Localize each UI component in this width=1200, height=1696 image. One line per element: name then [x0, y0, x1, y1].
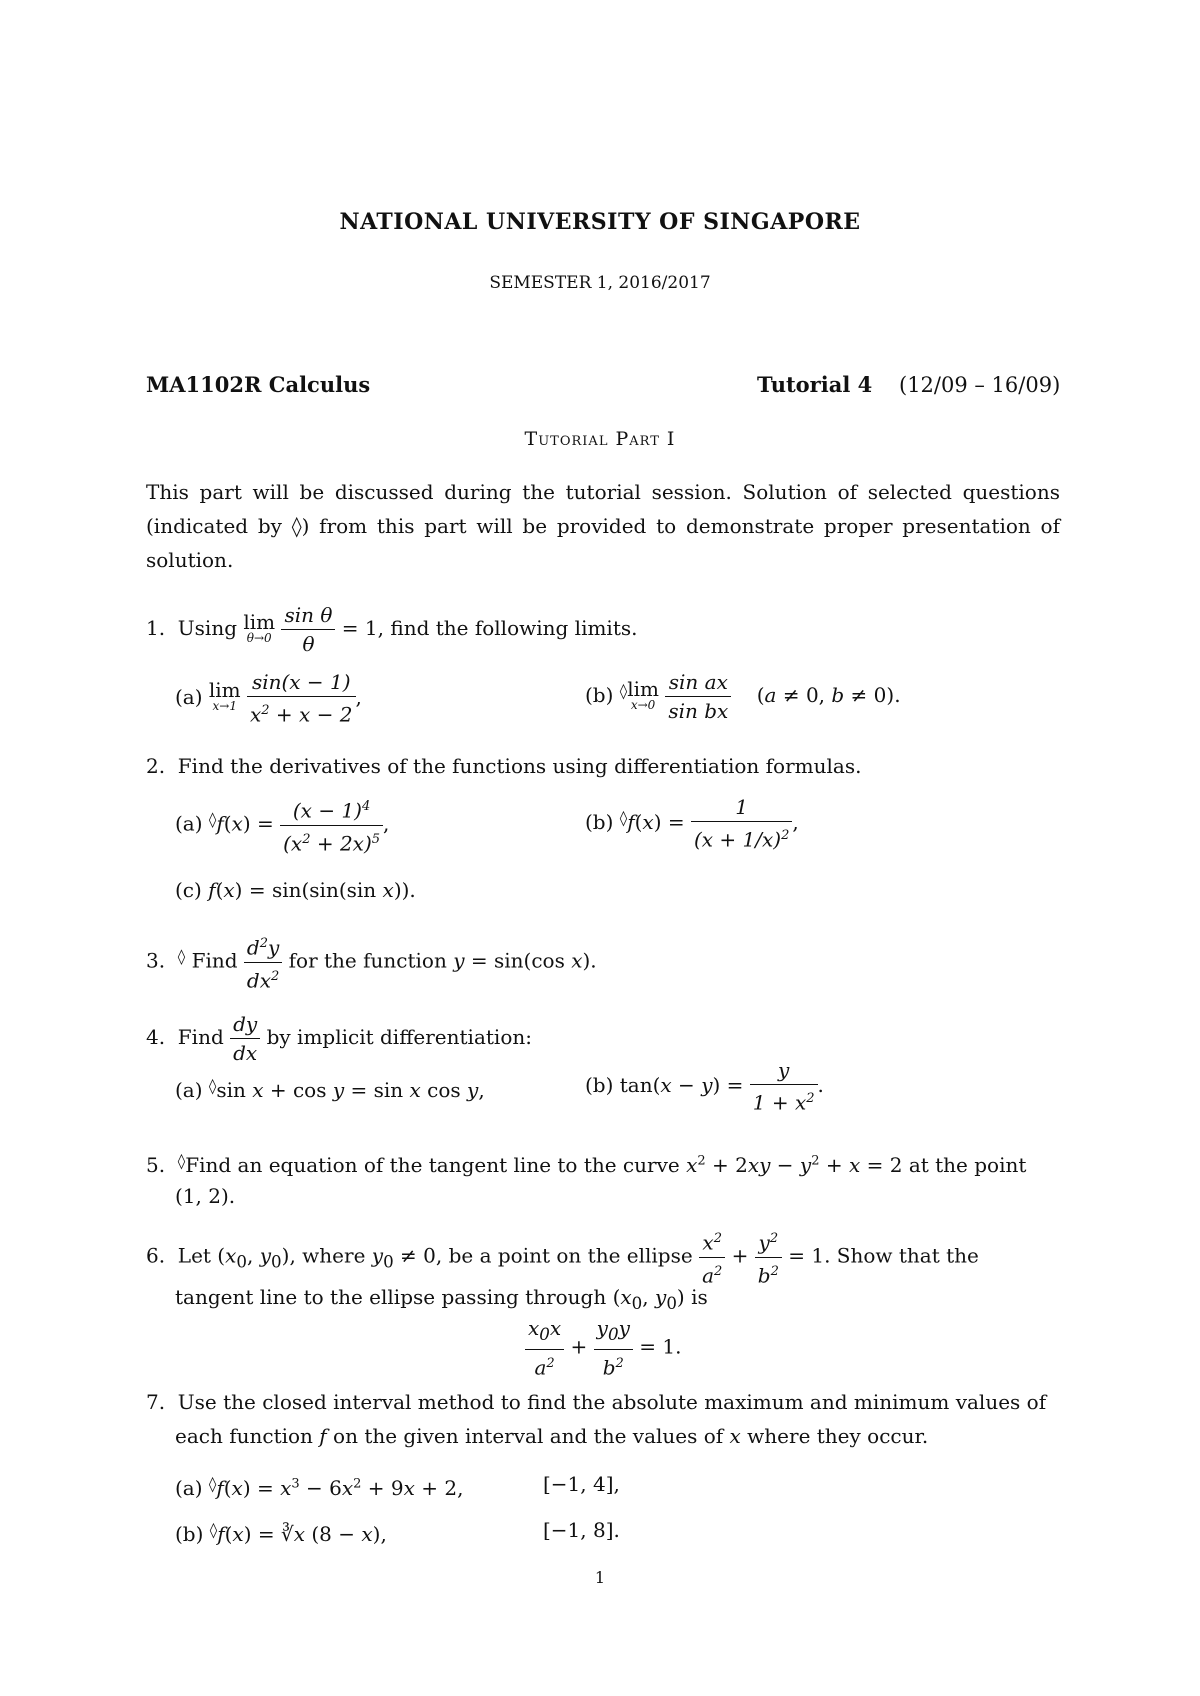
tutorial-label: Tutorial 4: [757, 372, 873, 397]
question-5-line2: (1, 2).: [175, 1184, 236, 1208]
question-7a-interval: [−1, 4],: [543, 1472, 620, 1496]
question-7-line1: 7. Use the closed interval method to find the absolute maximum and minimum values of: [146, 1390, 1047, 1414]
question-5-line1: 5. ◊Find an equation of the tangent line to the curve $x^2 + 2xy - y^2 + x = 2$ at the point: [146, 1152, 1027, 1177]
question-6-equation: $\frac{x_0x}{a^2}$ + $\frac{y_0y}{b^2}$ = 1.: [525, 1316, 681, 1380]
question-2c: (c) f(x) = sin(sin(sin x)).: [175, 878, 416, 902]
course-title: MA1102R Calculus: [146, 372, 371, 397]
intro-paragraph: This part will be discussed during the tutorial session. Solution of selected questions (indicated by ◊) from this part will be provided to demonstrate proper presentation of solution.: [146, 480, 1060, 572]
question-7-line2: each function f on the given interval and the values of x where they occur.: [175, 1424, 929, 1448]
question-2a: (a) ◊f(x) = $\frac{(x - 1)^4}{(x^2 + 2x)^5}$ ,: [175, 795, 389, 855]
question-2: 2. Find the derivatives of the functions using differentiation formulas.: [146, 754, 862, 778]
page-number: 1: [594, 1568, 606, 1587]
question-7a: (a) $^◊f(x) = x^3 - 6x^2 + 9x + 2$,: [175, 1475, 464, 1500]
question-1b: (b) ◊lim x→0 $\frac{\text{sin ax}}{\text{sin bx}}$ (a ≠ 0, b ≠ 0).: [585, 670, 901, 723]
question-4a: (a) ◊sin x + cos y = sin x cos y,: [175, 1077, 485, 1102]
part-title: Tutorial Part I: [524, 428, 676, 450]
question-4b: (b) tan(x − y) = $\frac{y}{1 + x^2}$ .: [585, 1058, 824, 1115]
question-2b: (b) ◊f(x) = $\frac{1}{(x + 1/x)^2}$ ,: [585, 795, 799, 852]
university-name: NATIONAL UNIVERSITY OF SINGAPORE: [339, 209, 861, 235]
question-7b: (b) ◊f(x) = ∛x (8 − x),: [175, 1521, 387, 1546]
semester-label: SEMESTER 1, 2016/2017: [489, 273, 711, 293]
question-7b-interval: [−1, 8].: [543, 1518, 620, 1542]
question-6-line1: 6. Let ($x_0$, $y_0$), where $y_0 \ne 0$, be a point on the ellipse $\frac{x^2}{a^2}$ + $\frac{y^2}{b^2}$ = 1. Show that the: [146, 1227, 979, 1287]
question-1: 1. Using lim θ→0 $\frac{\text{sin θ}}{\theta}$ = 1, find the following limits.: [146, 603, 638, 656]
tutorial-dates: (12/09 – 16/09): [899, 373, 1061, 397]
question-4: 4. Find $\frac{dy}{dx}$ by implicit differentiation:: [146, 1012, 532, 1065]
question-1a: (a) lim x→1 $\frac{\sin(x - 1)}{x^2 + x - 2}$ ,: [175, 670, 362, 727]
question-3: 3. ◊ Find $\frac{d^2y}{dx^2}$ for the function y = sin(cos x).: [146, 932, 597, 992]
question-6-line2: tangent line to the ellipse passing through ($x_0$, $y_0$) is: [175, 1285, 708, 1313]
